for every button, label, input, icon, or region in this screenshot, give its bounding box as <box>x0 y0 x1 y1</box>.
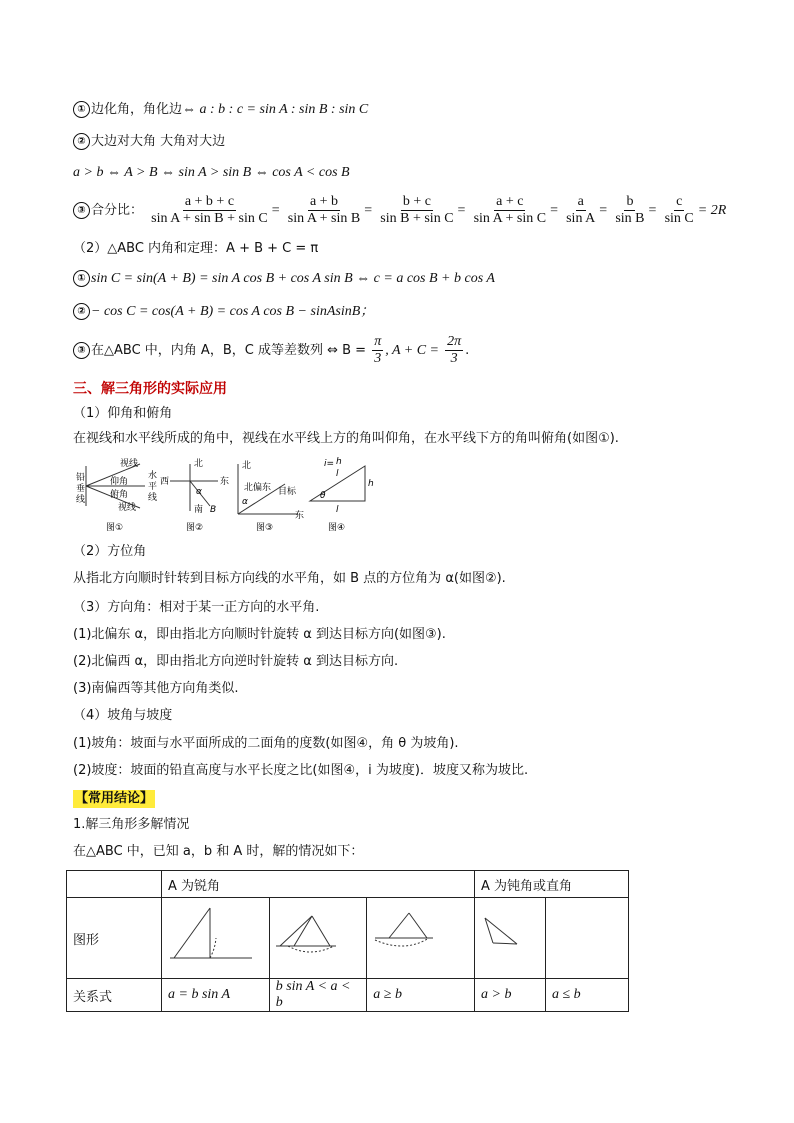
fraction: $\frac{a}{\text{sin A}}$ <box>566 194 596 226</box>
table-cell <box>67 871 162 898</box>
formula-line-4: ③ 合分比： $\frac{a + b + c}{\text{sin A + sin B + sin C}}$ = $\frac{a + b}{\text{sin A + sin B}}$ = $\frac{b + c}{\text{sin B + sin C}}$ = $\frac{a + c}{\text{sin A + sin C}}$ = $\frac{a}{\text{sin A}}$ = $\frac{b}{\text{sin B}}$ = $\frac{c}{\text{sin C}}$ = 2R <box>73 194 726 227</box>
math: − cos C = cos(A + B) = cos A cos B − sinAsinB； <box>91 304 375 319</box>
shape-cell <box>546 898 629 979</box>
fig-label: 视线 <box>120 459 139 469</box>
fig-label: 平 <box>148 482 158 492</box>
fig-label: B <box>210 505 217 515</box>
fig-label: 垂 <box>76 484 86 494</box>
fig-caption: 图② <box>186 523 204 533</box>
fig-label: 线 <box>148 493 158 503</box>
text: 合分比： <box>91 203 144 218</box>
fig-label: h <box>336 457 342 467</box>
fig-label: 线 <box>76 495 86 505</box>
formula-line-6 <box>73 270 495 288</box>
fig-label: 视线 <box>118 503 137 513</box>
fraction: $\frac{c}{\text{sin C}}$ <box>664 194 694 226</box>
paragraph: (1)北偏东 α，即由指北方向顺时针旋转 α 到达目标方向(如图③). <box>73 627 446 642</box>
paragraph: 从指北方向顺时针转到目标方向线的水平角，如 B 点的方位角为 α(如图②). <box>73 571 506 586</box>
relation-cell: a ≤ b <box>546 979 629 1012</box>
subsection-3: （3）方向角：相对于某一正方向的水平角. <box>73 600 320 615</box>
circled-number: ① <box>73 101 90 118</box>
fig-label: 水 <box>148 471 158 481</box>
circled-number: ① <box>73 270 90 287</box>
triangle-diagram <box>162 898 267 974</box>
fig-caption: 图③ <box>256 523 274 533</box>
paragraph: 在视线和水平线所成的角中，视线在水平线上方的角叫仰角，在水平线下方的角叫俯角(如图①). <box>73 431 619 446</box>
fig-label: 北 <box>242 461 252 471</box>
circled-number: ③ <box>73 342 90 359</box>
formula-line-3: a > b ⇔ A > B ⇔ sin A > sin B ⇔ cos A < cos B <box>73 165 350 180</box>
fig-label: 目标 <box>278 487 297 497</box>
fig-label: 南 <box>194 505 204 515</box>
math: = 2R <box>697 203 727 218</box>
table-header-acute: A 为锐角 <box>162 871 475 898</box>
fraction: $\frac{a + b + c}{\text{sin A + sin B + sin C}}$ <box>151 194 268 226</box>
paragraph: (1)坡角：坡面与水平面所成的二面角的度数(如图④，角 θ 为坡角). <box>73 736 459 751</box>
text: 在△ABC 中，内角 A，B，C 成等差数列 ⇔ B = <box>91 343 367 358</box>
paragraph: 1.解三角形多解情况 <box>73 817 190 832</box>
section-heading: 三、解三角形的实际应用 <box>73 381 227 397</box>
fig-label: 仰角 <box>110 477 129 487</box>
fig-label: 东 <box>295 511 305 521</box>
figures-strip <box>70 456 390 536</box>
fig-caption: 图④ <box>328 523 346 533</box>
triangle-diagram <box>475 898 545 974</box>
fraction: $\frac{b}{\text{sin B}}$ <box>615 194 645 226</box>
math: sin C = sin(A + B) = sin A cos B + cos A sin B ⇔ c = a cos B + b cos A <box>91 271 495 286</box>
solutions-table <box>66 870 629 1012</box>
paragraph: (3)南偏西等其他方向角类似. <box>73 681 239 696</box>
paragraph: (2)北偏西 α，即由指北方向逆时针旋转 α 到达目标方向. <box>73 654 399 669</box>
fig-label: l <box>336 469 339 479</box>
formula-line-1 <box>73 101 368 119</box>
subsection-2: （2）方位角 <box>73 544 147 559</box>
fig-label: 北偏东 <box>244 483 272 493</box>
relation-cell: a > b <box>475 979 546 1012</box>
subsection-1: （1）仰角和俯角 <box>73 406 173 421</box>
figure-4 <box>310 457 374 533</box>
fig-label: 北 <box>194 459 204 469</box>
fraction: $\frac{\pi}{3}$ <box>374 334 382 366</box>
row-label-shape: 图形 <box>67 898 162 979</box>
fig-label: α <box>242 497 248 507</box>
math: . <box>465 343 470 358</box>
circled-number: ② <box>73 303 90 320</box>
triangle-diagram <box>270 898 365 974</box>
relation-cell: b sin A < a < b <box>269 979 367 1012</box>
paragraph: 在△ABC 中，已知 a，b 和 A 时，解的情况如下： <box>73 844 364 859</box>
conclusion-tag: 【常用结论】 <box>75 791 154 806</box>
fraction: $\frac{a + b}{\text{sin A + sin B}}$ <box>287 194 361 226</box>
fig-label: 俯角 <box>110 490 129 500</box>
triangle-diagram <box>367 898 472 974</box>
fig-label: 东 <box>220 477 230 487</box>
circled-number: ② <box>73 133 90 150</box>
fig-label: α <box>196 487 202 497</box>
fig-caption: 图① <box>106 523 124 533</box>
formula-line-7 <box>73 303 374 321</box>
figure-3 <box>238 459 304 533</box>
fig-label: l <box>336 505 339 515</box>
circled-number: ③ <box>73 202 90 219</box>
shape-cell <box>269 898 367 979</box>
relation-cell: a = b sin A <box>162 979 270 1012</box>
fraction: $\frac{2\pi}{3}$ <box>447 334 462 366</box>
figure-1 <box>76 457 157 533</box>
fig-label: h <box>368 479 374 489</box>
formula-line-5: （2）△ABC 内角和定理：A + B + C = π <box>73 241 319 256</box>
paragraph: (2)坡度：坡面的铅直高度与水平长度之比(如图④，i 为坡度)．坡度又称为坡比. <box>73 763 529 778</box>
relation-cell: a ≥ b <box>367 979 475 1012</box>
shape-cell <box>475 898 546 979</box>
row-label-relation: 关系式 <box>67 979 162 1012</box>
fraction: $\frac{b + c}{\text{sin B + sin C}}$ <box>380 194 454 226</box>
fraction: $\frac{a + c}{\text{sin A + sin C}}$ <box>473 194 547 226</box>
formula-line-8 <box>73 334 469 367</box>
fig-label: θ <box>320 491 326 501</box>
text: 边化角，角化边 <box>91 102 183 117</box>
fig-label: i= <box>324 459 335 469</box>
fig-label: 西 <box>160 477 170 487</box>
table-header-obtuse: A 为钝角或直角 <box>475 871 629 898</box>
shape-cell <box>367 898 475 979</box>
formula-line-2 <box>73 133 225 151</box>
shape-cell <box>162 898 270 979</box>
math: , A + C = <box>385 343 439 358</box>
subsection-4: （4）坡角与坡度 <box>73 708 173 723</box>
text: 大边对大角 大角对大边 <box>91 134 226 149</box>
math: ⇔ a : b : c = sin A : sin B : sin C <box>182 102 369 117</box>
fig-label: 铅 <box>76 473 86 483</box>
figure-2 <box>160 457 229 533</box>
